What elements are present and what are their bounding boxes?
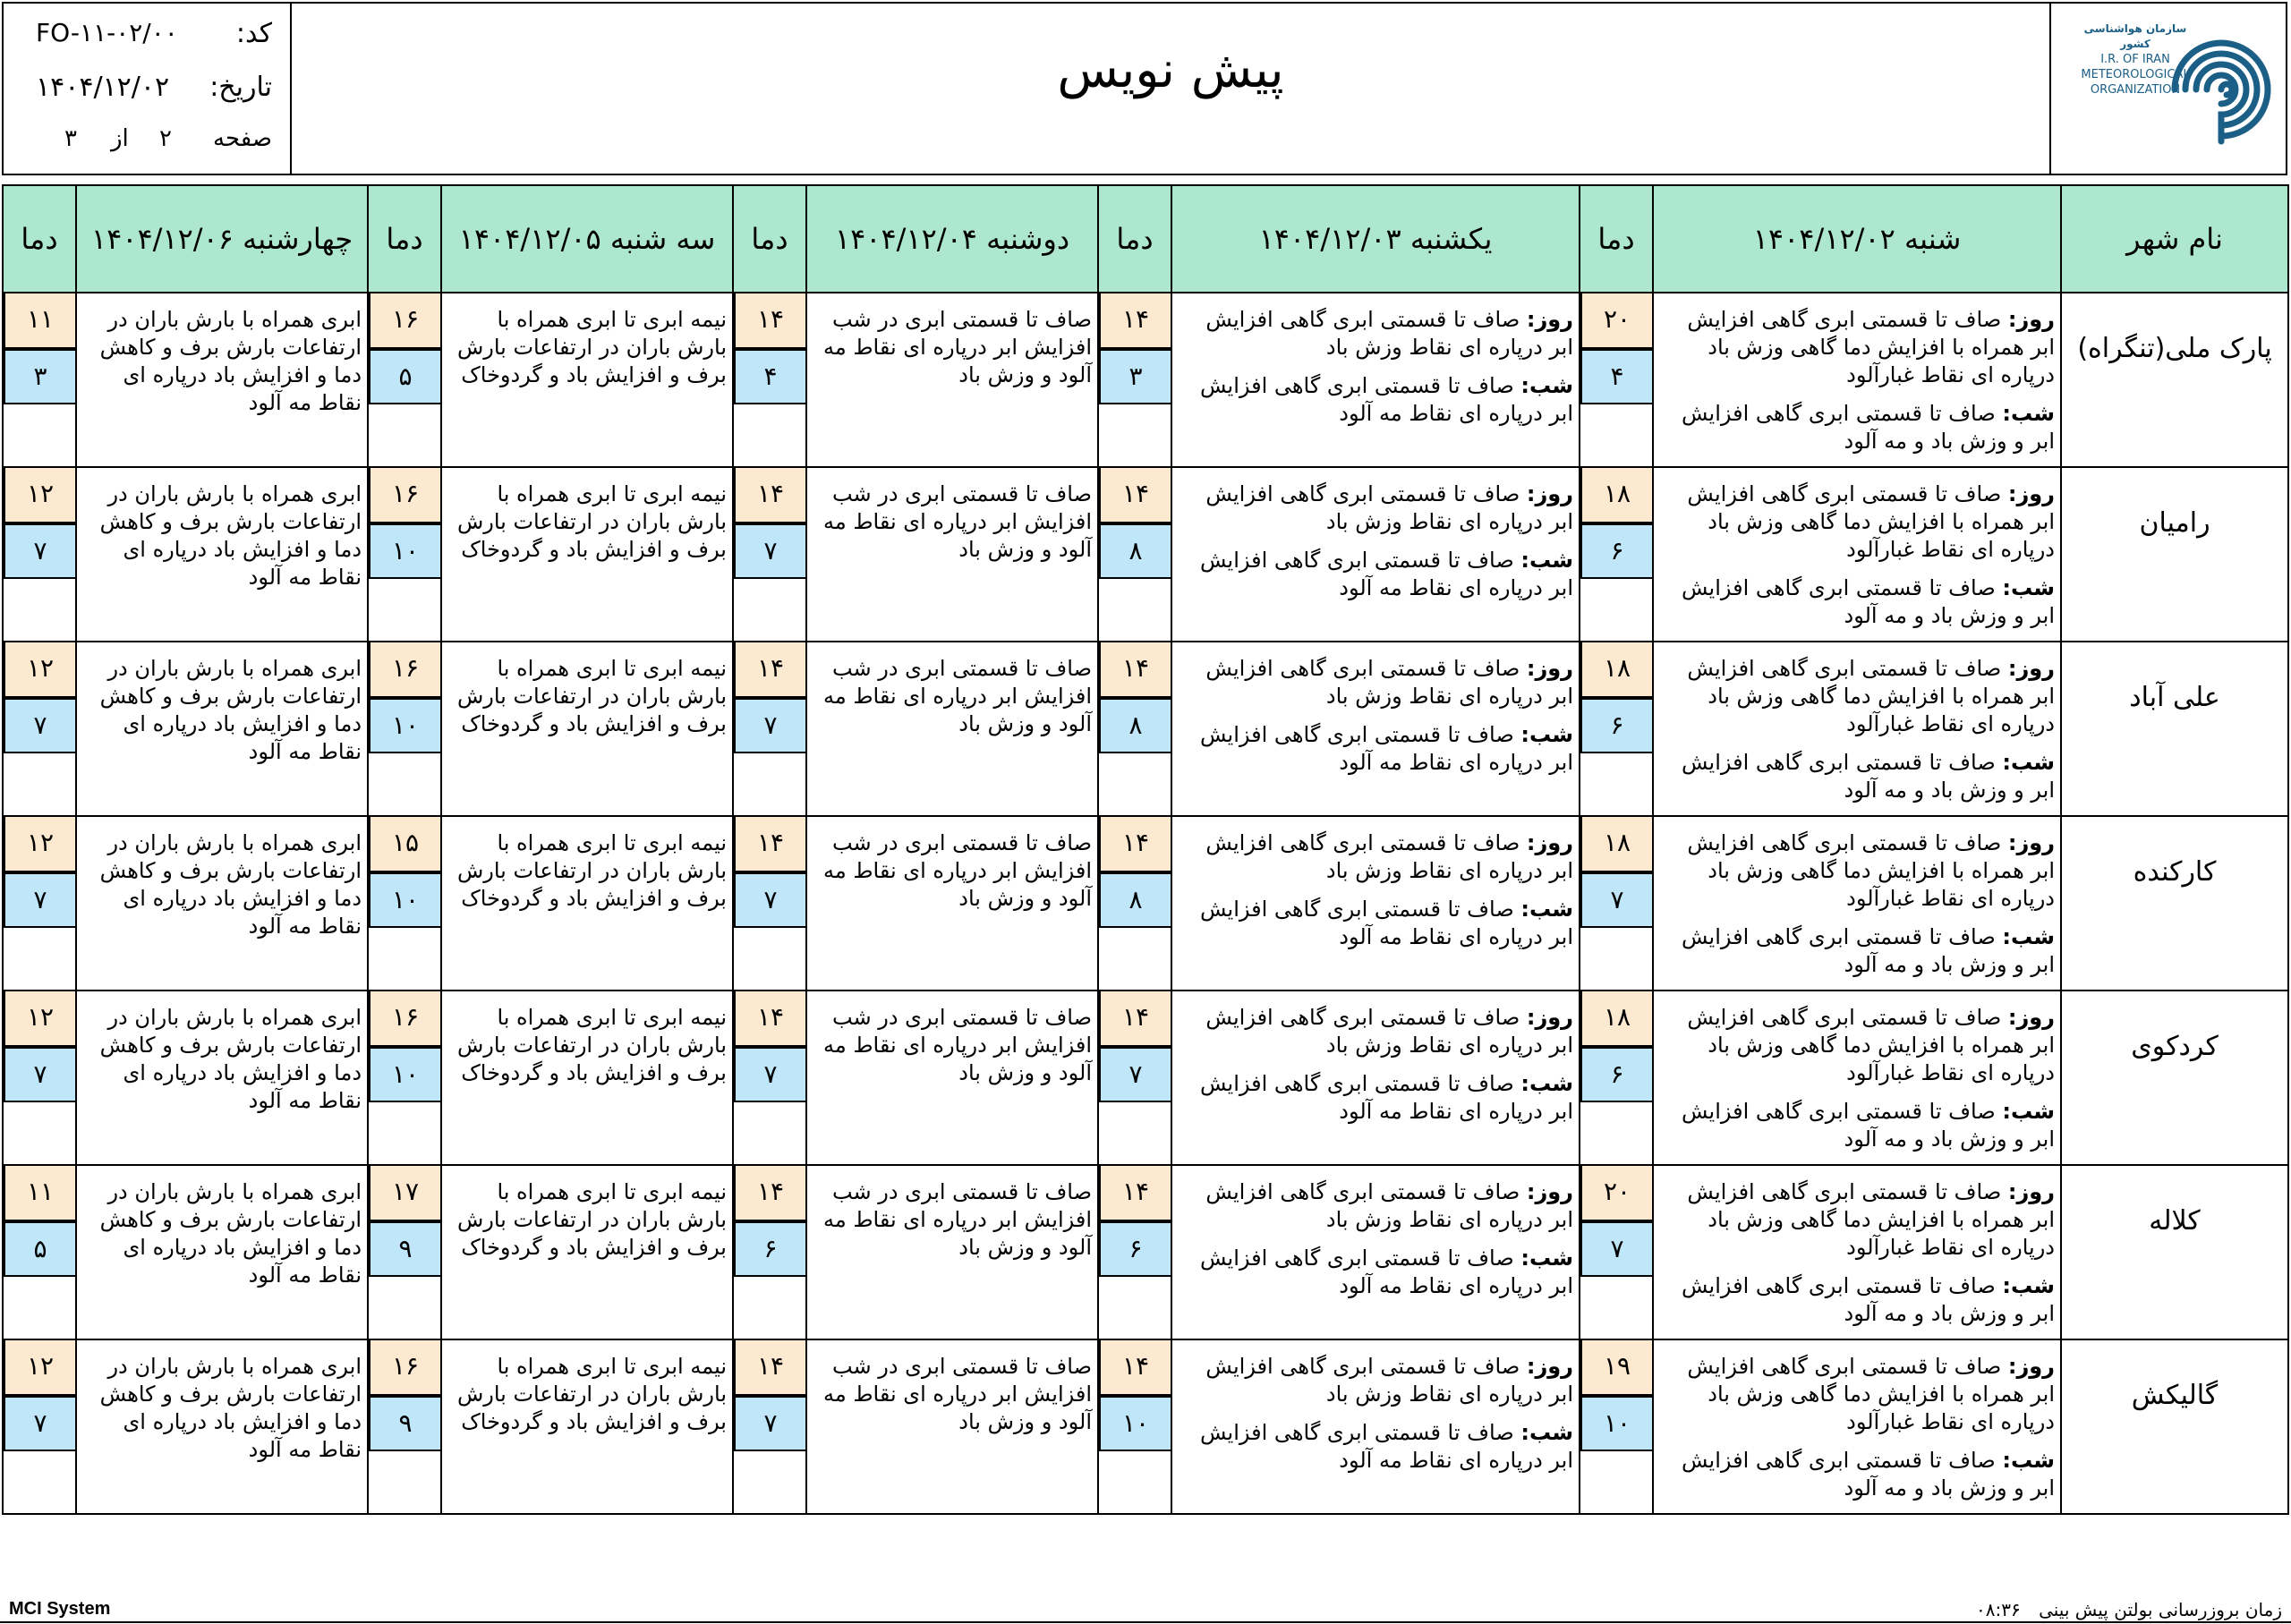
min-temp: ۴ xyxy=(734,349,805,404)
night-forecast xyxy=(1659,1098,2055,1153)
day-label: روز: xyxy=(2007,1354,2055,1379)
table-row xyxy=(3,991,2288,1165)
forecast-text: صاف تا قسمتی ابری در شب افزایش ابر درپاره ای نقاط مه آلود و وزش باد xyxy=(823,1354,1092,1434)
day-text: صاف تا قسمتی ابری گاهی افزایش ابر همراه با افزایش دما گاهی وزش باد درپاره ای نقاط غبارآلود xyxy=(1687,830,2055,911)
max-temp: ۱۴ xyxy=(1099,293,1171,349)
night-forecast xyxy=(1659,1272,2055,1328)
city-name: کارکنده xyxy=(2061,816,2288,991)
night-label: شب: xyxy=(1520,1246,1573,1271)
city-name: گالیکش xyxy=(2061,1339,2288,1514)
col-day-5: چهارشنبه ۱۴۰۴/۱۲/۰۶ xyxy=(76,185,368,293)
max-temp: ۱۶ xyxy=(369,468,440,523)
forecast-day-5 xyxy=(76,1165,368,1339)
col-temp-1: دما xyxy=(1580,185,1653,293)
day-forecast xyxy=(1659,306,2055,389)
max-temp: ۱۶ xyxy=(369,642,440,698)
min-temp: ۷ xyxy=(734,523,805,579)
table-header-row xyxy=(3,185,2288,293)
night-label: شب: xyxy=(2002,401,2055,426)
day-forecast xyxy=(1659,1178,2055,1262)
document-header xyxy=(2,2,2287,175)
temperature-cell-5 xyxy=(3,467,76,642)
night-label: شب: xyxy=(1520,722,1573,747)
col-city: نام شهر xyxy=(2061,185,2288,293)
max-temp: ۱۴ xyxy=(1099,817,1171,872)
night-label: شب: xyxy=(1520,1071,1573,1096)
min-temp: ۱۰ xyxy=(1580,1396,1652,1451)
min-temp: ۷ xyxy=(734,872,805,928)
min-temp: ۱۰ xyxy=(369,698,440,753)
max-temp: ۱۴ xyxy=(1099,1166,1171,1221)
update-info xyxy=(1976,1599,2282,1620)
night-text: صاف تا قسمتی ابری گاهی افزایش ابر درپاره ای نقاط مه آلود xyxy=(1199,722,1573,775)
temperature-cell-5 xyxy=(3,991,76,1165)
min-temp: ۷ xyxy=(734,698,805,753)
min-temp: ۸ xyxy=(1099,698,1171,753)
night-label: شب: xyxy=(2002,750,2055,775)
min-temp: ۸ xyxy=(1099,523,1171,579)
forecast-day-1 xyxy=(1653,1339,2061,1514)
forecast-day-1 xyxy=(1653,816,2061,991)
temperature-cell-5 xyxy=(3,1165,76,1339)
min-temp: ۶ xyxy=(1099,1221,1171,1277)
max-temp: ۱۱ xyxy=(4,293,75,349)
update-label: زمان بروزرسانی بولتن پیش بینی xyxy=(2039,1599,2282,1620)
table-row xyxy=(3,293,2288,467)
day-forecast xyxy=(1178,1004,1573,1059)
logo-spiral-icon xyxy=(2168,18,2275,152)
day-label: روز: xyxy=(1526,307,1573,332)
temperature-cell-2 xyxy=(1098,467,1171,642)
max-temp: ۱۴ xyxy=(1099,468,1171,523)
forecast-day-4 xyxy=(441,991,733,1165)
temperature-cell-1 xyxy=(1580,1165,1653,1339)
min-temp: ۷ xyxy=(4,1396,75,1451)
day-text: صاف تا قسمتی ابری گاهی افزایش ابر درپاره ای نقاط وزش باد xyxy=(1205,656,1573,709)
page-numbers xyxy=(48,125,174,170)
forecast-text: صاف تا قسمتی ابری در شب افزایش ابر درپاره ای نقاط مه آلود و وزش باد xyxy=(823,307,1092,387)
day-text: صاف تا قسمتی ابری گاهی افزایش ابر درپاره ای نقاط وزش باد xyxy=(1205,481,1573,534)
night-forecast xyxy=(1659,400,2055,455)
night-label: شب: xyxy=(1520,1420,1573,1445)
temperature-cell-2 xyxy=(1098,991,1171,1165)
forecast-day-3 xyxy=(806,1339,1098,1514)
max-temp: ۱۴ xyxy=(1099,642,1171,698)
temperature-cell-5 xyxy=(3,1339,76,1514)
max-temp: ۱۲ xyxy=(4,468,75,523)
logo-en-2: METEOROLOGICAL xyxy=(2081,68,2190,81)
page-of: از xyxy=(111,125,129,152)
day-forecast xyxy=(1659,655,2055,738)
forecast-day-1 xyxy=(1653,1165,2061,1339)
forecast-day-3 xyxy=(806,1165,1098,1339)
temperature-cell-1 xyxy=(1580,293,1653,467)
max-temp: ۱۶ xyxy=(369,293,440,349)
night-label: شب: xyxy=(1520,373,1573,398)
min-temp: ۷ xyxy=(1580,872,1652,928)
forecast-text: صاف تا قسمتی ابری در شب افزایش ابر درپاره ای نقاط مه آلود و وزش باد xyxy=(823,1005,1092,1085)
day-text: صاف تا قسمتی ابری گاهی افزایش ابر همراه با افزایش دما گاهی وزش باد درپاره ای نقاط غبارآلود xyxy=(1687,307,2055,387)
max-temp: ۱۲ xyxy=(4,991,75,1047)
page-total: ۳ xyxy=(64,125,77,152)
min-temp: ۵ xyxy=(4,1221,75,1277)
max-temp: ۱۴ xyxy=(734,293,805,349)
col-temp-5: دما xyxy=(3,185,76,293)
min-temp: ۴ xyxy=(1580,349,1652,404)
col-day-1: شنبه ۱۴۰۴/۱۲/۰۲ xyxy=(1653,185,2061,293)
min-temp: ۶ xyxy=(1580,698,1652,753)
forecast-day-4 xyxy=(441,642,733,816)
night-forecast xyxy=(1178,896,1573,951)
day-forecast xyxy=(1178,1178,1573,1234)
day-text: صاف تا قسمتی ابری گاهی افزایش ابر همراه با افزایش دما گاهی وزش باد درپاره ای نقاط غبارآلود xyxy=(1687,656,2055,736)
forecast-text: ابری همراه با بارش باران در ارتفاعات بارش برف و کاهش دما و افزایش باد درپاره ای نقاط مه آلود xyxy=(99,307,362,415)
max-temp: ۱۸ xyxy=(1580,991,1652,1047)
day-label: روز: xyxy=(1526,1005,1573,1030)
forecast-text: ابری همراه با بارش باران در ارتفاعات بارش برف و کاهش دما و افزایش باد درپاره ای نقاط مه آلود xyxy=(99,1179,362,1288)
min-temp: ۳ xyxy=(1099,349,1171,404)
forecast-day-5 xyxy=(76,991,368,1165)
table-row xyxy=(3,816,2288,991)
day-forecast xyxy=(1178,1353,1573,1408)
night-text: صاف تا قسمتی ابری گاهی افزایش ابر و وزش باد و مه آلود xyxy=(1681,575,2055,628)
max-temp: ۱۱ xyxy=(4,1166,75,1221)
day-text: صاف تا قسمتی ابری گاهی افزایش ابر همراه با افزایش دما گاهی وزش باد درپاره ای نقاط غبارآلود xyxy=(1687,481,2055,562)
temperature-cell-1 xyxy=(1580,1339,1653,1514)
table-row xyxy=(3,1165,2288,1339)
max-temp: ۱۴ xyxy=(1099,991,1171,1047)
day-forecast xyxy=(1178,306,1573,361)
forecast-day-3 xyxy=(806,293,1098,467)
day-label: روز: xyxy=(2007,481,2055,506)
forecast-day-4 xyxy=(441,816,733,991)
min-temp: ۷ xyxy=(4,872,75,928)
min-temp: ۶ xyxy=(734,1221,805,1277)
day-label: روز: xyxy=(1526,1179,1573,1204)
min-temp: ۸ xyxy=(1099,872,1171,928)
forecast-text: صاف تا قسمتی ابری در شب افزایش ابر درپاره ای نقاط مه آلود و وزش باد xyxy=(823,830,1092,911)
forecast-day-4 xyxy=(441,1165,733,1339)
update-time: ۰۸:۳۶ xyxy=(1976,1599,2021,1620)
max-temp: ۱۴ xyxy=(734,991,805,1047)
temperature-cell-4 xyxy=(368,1339,441,1514)
night-text: صاف تا قسمتی ابری گاهی افزایش ابر و وزش باد و مه آلود xyxy=(1681,401,2055,454)
forecast-day-2 xyxy=(1171,293,1580,467)
min-temp: ۷ xyxy=(734,1396,805,1451)
night-label: شب: xyxy=(2002,1099,2055,1124)
night-text: صاف تا قسمتی ابری گاهی افزایش ابر درپاره ای نقاط مه آلود xyxy=(1199,1071,1573,1124)
temperature-cell-2 xyxy=(1098,1339,1171,1514)
temperature-cell-4 xyxy=(368,1165,441,1339)
forecast-day-3 xyxy=(806,467,1098,642)
forecast-day-5 xyxy=(76,1339,368,1514)
min-temp: ۹ xyxy=(369,1221,440,1277)
code-value: FO-۱۱-۰۲/۰۰ xyxy=(36,18,178,47)
forecast-day-2 xyxy=(1171,991,1580,1165)
max-temp: ۲۰ xyxy=(1580,1166,1652,1221)
forecast-text: ابری همراه با بارش باران در ارتفاعات بارش برف و کاهش دما و افزایش باد درپاره ای نقاط مه آلود xyxy=(99,656,362,764)
forecast-text: صاف تا قسمتی ابری در شب افزایش ابر درپاره ای نقاط مه آلود و وزش باد xyxy=(823,481,1092,562)
temperature-cell-3 xyxy=(733,293,806,467)
night-forecast xyxy=(1178,1245,1573,1300)
max-temp: ۱۴ xyxy=(734,817,805,872)
forecast-day-3 xyxy=(806,991,1098,1165)
min-temp: ۷ xyxy=(4,1047,75,1102)
temperature-cell-1 xyxy=(1580,991,1653,1165)
forecast-day-1 xyxy=(1653,467,2061,642)
max-temp: ۱۸ xyxy=(1580,468,1652,523)
night-text: صاف تا قسمتی ابری گاهی افزایش ابر درپاره ای نقاط مه آلود xyxy=(1199,548,1573,600)
day-forecast xyxy=(1178,829,1573,885)
temperature-cell-3 xyxy=(733,1339,806,1514)
forecast-text: نیمه ابری تا ابری همراه با بارش باران در ارتفاعات بارش برف و افزایش باد و گردوخاک xyxy=(456,1179,727,1260)
night-label: شب: xyxy=(1520,897,1573,922)
day-forecast xyxy=(1178,480,1573,536)
col-day-3: دوشنبه ۱۴۰۴/۱۲/۰۴ xyxy=(806,185,1098,293)
page-current: ۲ xyxy=(159,125,172,152)
forecast-text: نیمه ابری تا ابری همراه با بارش باران در ارتفاعات بارش برف و افزایش باد و گردوخاک xyxy=(456,307,727,387)
forecast-text: نیمه ابری تا ابری همراه با بارش باران در ارتفاعات بارش برف و افزایش باد و گردوخاک xyxy=(456,481,727,562)
temperature-cell-2 xyxy=(1098,816,1171,991)
min-temp: ۷ xyxy=(4,523,75,579)
temperature-cell-3 xyxy=(733,642,806,816)
night-text: صاف تا قسمتی ابری گاهی افزایش ابر و وزش باد و مه آلود xyxy=(1681,1448,2055,1501)
day-label: روز: xyxy=(2007,1179,2055,1204)
day-text: صاف تا قسمتی ابری گاهی افزایش ابر درپاره ای نقاط وزش باد xyxy=(1205,1354,1573,1407)
city-name: کردکوی xyxy=(2061,991,2288,1165)
day-forecast xyxy=(1178,655,1573,710)
temperature-cell-2 xyxy=(1098,293,1171,467)
night-text: صاف تا قسمتی ابری گاهی افزایش ابر و وزش باد و مه آلود xyxy=(1681,1099,2055,1152)
temperature-cell-4 xyxy=(368,816,441,991)
forecast-day-4 xyxy=(441,1339,733,1514)
date-value: ۱۴۰۴/۱۲/۰۲ xyxy=(36,72,170,103)
forecast-day-1 xyxy=(1653,991,2061,1165)
forecast-day-4 xyxy=(441,293,733,467)
temperature-cell-4 xyxy=(368,293,441,467)
night-forecast xyxy=(1178,1419,1573,1475)
code-label: کد: xyxy=(235,18,272,49)
min-temp: ۱۰ xyxy=(369,523,440,579)
day-text: صاف تا قسمتی ابری گاهی افزایش ابر همراه با افزایش دما گاهی وزش باد درپاره ای نقاط غبارآلود xyxy=(1687,1354,2055,1434)
forecast-text: نیمه ابری تا ابری همراه با بارش باران در ارتفاعات بارش برف و افزایش باد و گردوخاک xyxy=(456,1354,727,1434)
organization-logo xyxy=(2049,4,2286,174)
forecast-text: ابری همراه با بارش باران در ارتفاعات بارش برف و کاهش دما و افزایش باد درپاره ای نقاط مه آلود xyxy=(99,1005,362,1113)
forecast-text: صاف تا قسمتی ابری در شب افزایش ابر درپاره ای نقاط مه آلود و وزش باد xyxy=(823,1179,1092,1260)
temperature-cell-5 xyxy=(3,293,76,467)
forecast-day-4 xyxy=(441,467,733,642)
min-temp: ۶ xyxy=(1580,1047,1652,1102)
temperature-cell-5 xyxy=(3,642,76,816)
min-temp: ۱۰ xyxy=(369,872,440,928)
min-temp: ۶ xyxy=(1580,523,1652,579)
temperature-cell-3 xyxy=(733,991,806,1165)
day-label: روز: xyxy=(1526,481,1573,506)
forecast-text: صاف تا قسمتی ابری در شب افزایش ابر درپاره ای نقاط مه آلود و وزش باد xyxy=(823,656,1092,736)
forecast-day-1 xyxy=(1653,642,2061,816)
max-temp: ۱۲ xyxy=(4,1340,75,1396)
day-forecast xyxy=(1659,1353,2055,1436)
date-row xyxy=(4,72,292,116)
night-text: صاف تا قسمتی ابری گاهی افزایش ابر و وزش باد و مه آلود xyxy=(1681,750,2055,803)
temperature-cell-1 xyxy=(1580,467,1653,642)
city-name: رامیان xyxy=(2061,467,2288,642)
forecast-text: ابری همراه با بارش باران در ارتفاعات بارش برف و کاهش دما و افزایش باد درپاره ای نقاط مه آلود xyxy=(99,830,362,939)
footer-divider xyxy=(0,1621,2291,1623)
forecast-day-2 xyxy=(1171,1165,1580,1339)
night-text: صاف تا قسمتی ابری گاهی افزایش ابر درپاره ای نقاط مه آلود xyxy=(1199,897,1573,949)
day-forecast xyxy=(1659,480,2055,564)
col-temp-2: دما xyxy=(1098,185,1171,293)
col-day-2: یکشنبه ۱۴۰۴/۱۲/۰۳ xyxy=(1171,185,1580,293)
max-temp: ۱۵ xyxy=(369,817,440,872)
system-name: MCI System xyxy=(9,1599,111,1619)
night-forecast xyxy=(1178,372,1573,428)
max-temp: ۱۷ xyxy=(369,1166,440,1221)
day-text: صاف تا قسمتی ابری گاهی افزایش ابر همراه با افزایش دما گاهی وزش باد درپاره ای نقاط غبارآلود xyxy=(1687,1179,2055,1260)
night-text: صاف تا قسمتی ابری گاهی افزایش ابر و وزش باد و مه آلود xyxy=(1681,924,2055,977)
min-temp: ۷ xyxy=(1099,1047,1171,1102)
forecast-day-5 xyxy=(76,467,368,642)
day-forecast xyxy=(1659,1004,2055,1087)
forecast-table xyxy=(2,184,2289,1515)
forecast-day-2 xyxy=(1171,467,1580,642)
col-temp-4: دما xyxy=(368,185,441,293)
max-temp: ۱۴ xyxy=(734,642,805,698)
max-temp: ۱۴ xyxy=(1099,1340,1171,1396)
day-label: روز: xyxy=(2007,830,2055,855)
forecast-day-5 xyxy=(76,293,368,467)
night-forecast xyxy=(1659,574,2055,630)
night-label: شب: xyxy=(2002,575,2055,600)
max-temp: ۱۲ xyxy=(4,817,75,872)
day-label: روز: xyxy=(1526,830,1573,855)
city-name: علی آباد xyxy=(2061,642,2288,816)
temperature-cell-4 xyxy=(368,467,441,642)
night-label: شب: xyxy=(1520,548,1573,573)
forecast-text: نیمه ابری تا ابری همراه با بارش باران در ارتفاعات بارش برف و افزایش باد و گردوخاک xyxy=(456,1005,727,1085)
max-temp: ۱۶ xyxy=(369,991,440,1047)
day-label: روز: xyxy=(1526,656,1573,681)
night-forecast xyxy=(1178,1070,1573,1126)
forecast-day-2 xyxy=(1171,642,1580,816)
forecast-day-5 xyxy=(76,816,368,991)
forecast-text: ابری همراه با بارش باران در ارتفاعات بارش برف و کاهش دما و افزایش باد درپاره ای نقاط مه آلود xyxy=(99,481,362,590)
max-temp: ۱۸ xyxy=(1580,817,1652,872)
temperature-cell-1 xyxy=(1580,816,1653,991)
code-row xyxy=(4,18,292,63)
day-text: صاف تا قسمتی ابری گاهی افزایش ابر درپاره ای نقاط وزش باد xyxy=(1205,1179,1573,1232)
table-row xyxy=(3,467,2288,642)
day-label: روز: xyxy=(2007,1005,2055,1030)
night-label: شب: xyxy=(2002,924,2055,949)
forecast-text: ابری همراه با بارش باران در ارتفاعات بارش برف و کاهش دما و افزایش باد درپاره ای نقاط مه آلود xyxy=(99,1354,362,1462)
day-label: روز: xyxy=(2007,307,2055,332)
logo-en-1: I.R. OF IRAN xyxy=(2100,53,2170,66)
logo-en-3: ORGANIZATION xyxy=(2090,83,2181,97)
night-forecast xyxy=(1178,547,1573,602)
night-label: شب: xyxy=(2002,1448,2055,1473)
night-text: صاف تا قسمتی ابری گاهی افزایش ابر درپاره ای نقاط مه آلود xyxy=(1199,373,1573,426)
max-temp: ۱۴ xyxy=(734,1166,805,1221)
forecast-text: نیمه ابری تا ابری همراه با بارش باران در ارتفاعات بارش برف و افزایش باد و گردوخاک xyxy=(456,656,727,736)
temperature-cell-3 xyxy=(733,1165,806,1339)
forecast-day-1 xyxy=(1653,293,2061,467)
day-forecast xyxy=(1659,829,2055,913)
forecast-text: نیمه ابری تا ابری همراه با بارش باران در ارتفاعات بارش برف و افزایش باد و گردوخاک xyxy=(456,830,727,911)
table-row xyxy=(3,642,2288,816)
day-label: روز: xyxy=(1526,1354,1573,1379)
table-row xyxy=(3,1339,2288,1514)
night-label: شب: xyxy=(2002,1273,2055,1298)
temperature-cell-2 xyxy=(1098,642,1171,816)
logo-fa-text: سازمان هواشناسی کشور xyxy=(2083,22,2187,50)
max-temp: ۱۹ xyxy=(1580,1340,1652,1396)
night-forecast xyxy=(1659,923,2055,979)
max-temp: ۲۰ xyxy=(1580,293,1652,349)
max-temp: ۱۲ xyxy=(4,642,75,698)
min-temp: ۵ xyxy=(369,349,440,404)
max-temp: ۱۶ xyxy=(369,1340,440,1396)
date-label: تاریخ: xyxy=(209,72,272,103)
forecast-day-3 xyxy=(806,816,1098,991)
max-temp: ۱۸ xyxy=(1580,642,1652,698)
temperature-cell-4 xyxy=(368,642,441,816)
max-temp: ۱۴ xyxy=(734,1340,805,1396)
page-label: صفحه xyxy=(213,125,272,152)
temperature-cell-5 xyxy=(3,816,76,991)
min-temp: ۹ xyxy=(369,1396,440,1451)
max-temp: ۱۴ xyxy=(734,468,805,523)
temperature-cell-2 xyxy=(1098,1165,1171,1339)
day-text: صاف تا قسمتی ابری گاهی افزایش ابر همراه با افزایش دما گاهی وزش باد درپاره ای نقاط غبارآلود xyxy=(1687,1005,2055,1085)
night-forecast xyxy=(1178,721,1573,777)
city-name: پارک ملی(تنگراه) xyxy=(2061,293,2288,467)
min-temp: ۷ xyxy=(734,1047,805,1102)
night-text: صاف تا قسمتی ابری گاهی افزایش ابر درپاره ای نقاط مه آلود xyxy=(1199,1420,1573,1473)
forecast-day-3 xyxy=(806,642,1098,816)
page-title: پیش نویس xyxy=(1057,41,1284,99)
city-name: کلاله xyxy=(2061,1165,2288,1339)
day-label: روز: xyxy=(2007,656,2055,681)
min-temp: ۷ xyxy=(4,698,75,753)
forecast-day-5 xyxy=(76,642,368,816)
min-temp: ۳ xyxy=(4,349,75,404)
forecast-day-2 xyxy=(1171,1339,1580,1514)
min-temp: ۱۰ xyxy=(1099,1396,1171,1451)
col-temp-3: دما xyxy=(733,185,806,293)
night-text: صاف تا قسمتی ابری گاهی افزایش ابر و وزش باد و مه آلود xyxy=(1681,1273,2055,1326)
min-temp: ۷ xyxy=(1580,1221,1652,1277)
min-temp: ۱۰ xyxy=(369,1047,440,1102)
document-meta xyxy=(4,4,292,174)
forecast-day-2 xyxy=(1171,816,1580,991)
night-forecast xyxy=(1659,749,2055,804)
col-day-4: سه شنبه ۱۴۰۴/۱۲/۰۵ xyxy=(441,185,733,293)
day-text: صاف تا قسمتی ابری گاهی افزایش ابر درپاره ای نقاط وزش باد xyxy=(1205,830,1573,883)
day-text: صاف تا قسمتی ابری گاهی افزایش ابر درپاره ای نقاط وزش باد xyxy=(1205,307,1573,360)
temperature-cell-3 xyxy=(733,467,806,642)
temperature-cell-4 xyxy=(368,991,441,1165)
temperature-cell-3 xyxy=(733,816,806,991)
day-text: صاف تا قسمتی ابری گاهی افزایش ابر درپاره ای نقاط وزش باد xyxy=(1205,1005,1573,1058)
night-forecast xyxy=(1659,1447,2055,1502)
page-row xyxy=(4,125,292,170)
temperature-cell-1 xyxy=(1580,642,1653,816)
night-text: صاف تا قسمتی ابری گاهی افزایش ابر درپاره ای نقاط مه آلود xyxy=(1199,1246,1573,1298)
